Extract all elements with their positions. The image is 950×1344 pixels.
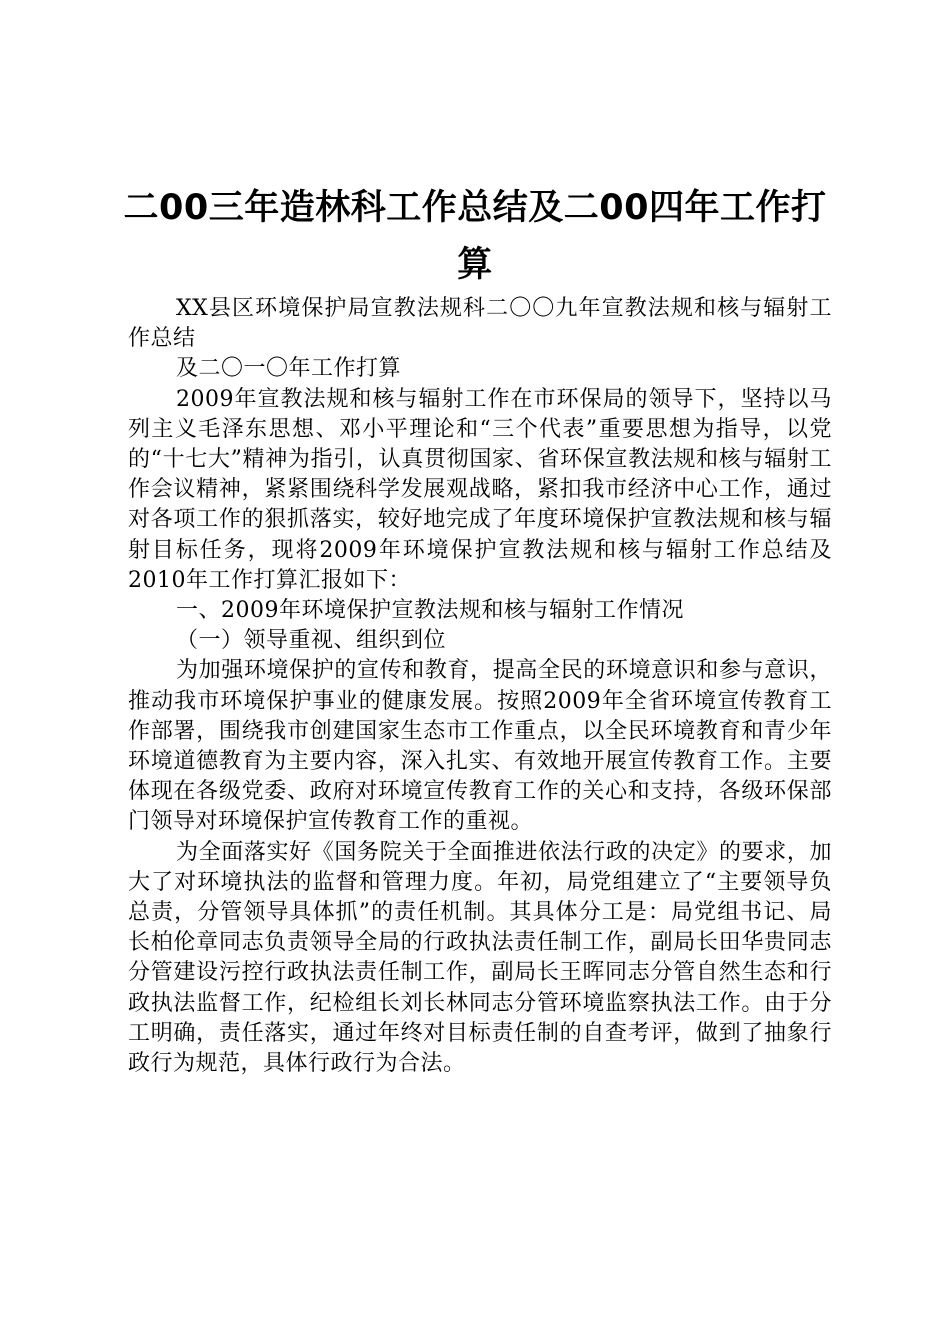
paragraph: 及二〇一〇年工作打算 xyxy=(176,356,402,382)
paragraph: 2009年宣教法规和核与辐射工作在市环保局的领导下，坚持以马列主义毛泽东思想、邓小平理论和“三个代表”重要思想为指导，以党的“十七大”精神为指引，认真贯彻国家、省环保宣教法规和核与辐射工作会议精神，紧紧围绕科学发展观战略，紧扣我市经济中心工作，通过对各项工作的狠抓落实，较好地完成了年度环境保护宣教法规和核与辐射目标任务，现将2009年环境保护宣教法规和核与辐射工作总结及2010年工作打算汇报如下： xyxy=(128,386,832,593)
paragraph: 为加强环境保护的宣传和教育，提高全民的环境意识和参与意识，推动我市环境保护事业的健康发展。按照2009年全省环境宣传教育工作部署，围绕我市创建国家生态市工作重点，以全民环境教育和青少年环境道德教育为主要内容，深入扎实、有效地开展宣传教育工作。主要体现在各级党委、政府对环境宣传教育工作的关心和支持，各级环保部门领导对环境保护宣传教育工作的重视。 xyxy=(128,658,832,835)
paragraph: 为全面落实好《国务院关于全面推进依法行政的决定》的要求，加大了对环境执法的监督和管理力度。年初，局党组建立了“主要领导负总责，分管领导具体抓”的责任机制。其具体分工是：局党组书记、局长柏伦章同志负责领导全局的行政执法责任制工作，副局长田华贵同志分管建设污控行政执法责任制工作，副局长王晖同志分管自然生态和行政执法监督工作，纪检组长刘长林同志分管环境监察执法工作。由于分工明确，责任落实，通过年终对目标责任制的自查考评，做到了抽象行政行为规范，具体行政行为合法。 xyxy=(128,839,832,1077)
paragraph: 一、2009年环境保护宣教法规和核与辐射工作情况 xyxy=(176,598,684,624)
paragraph: （一）领导重视、组织到位 xyxy=(176,628,447,654)
document-body xyxy=(128,294,832,1079)
paragraph: XX县区环境保护局宣教法规科二〇〇九年宣教法规和核与辐射工作总结 xyxy=(128,296,832,352)
document-title: 二00三年造林科工作总结及二00四年工作打算 xyxy=(123,188,827,285)
